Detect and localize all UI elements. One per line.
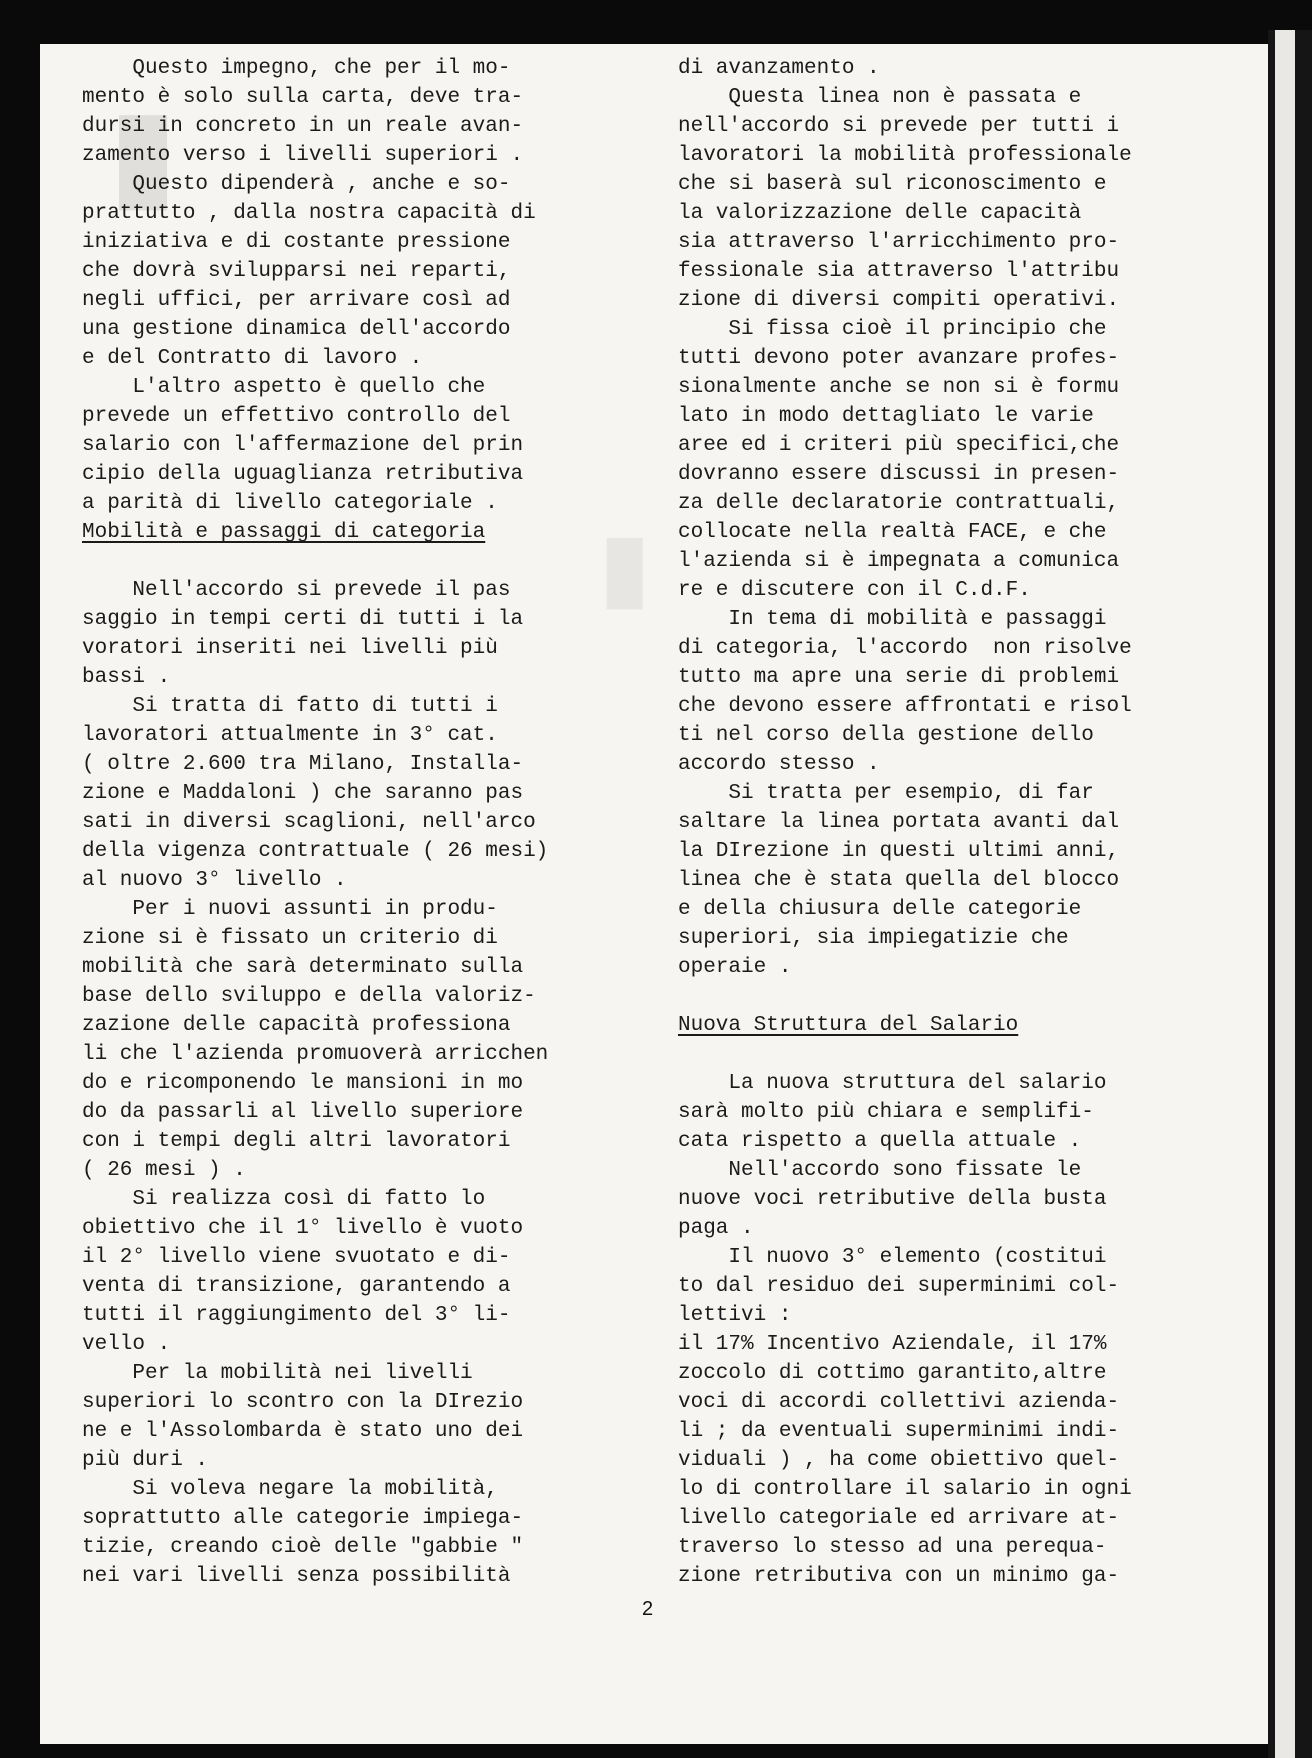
text-line: che si baserà sul riconoscimento e xyxy=(678,173,1107,196)
text-line: In tema di mobilità e passaggi xyxy=(678,608,1107,631)
text-line xyxy=(678,1040,1268,1069)
text-line: l'azienda si è impegnata a comunica xyxy=(678,550,1120,573)
text-line: il 17% Incentivo Aziendale, il 17% xyxy=(678,1333,1107,1356)
text-line: li ; da eventuali superminimi indi- xyxy=(678,1420,1120,1443)
text-line: mobilità che sarà determinato sulla xyxy=(82,956,524,979)
text-line: tizie, creando cioè delle "gabbie " xyxy=(82,1536,524,1559)
text-line: Questa linea non è passata e xyxy=(678,86,1082,109)
text-line: zione di diversi compiti operativi. xyxy=(678,289,1120,312)
text-line: della vigenza contrattuale ( 26 mesi) xyxy=(82,840,549,863)
text-line: venta di transizione, garantendo a xyxy=(82,1275,511,1298)
text-line: la DIrezione in questi ultimi anni, xyxy=(678,840,1120,863)
text-line: lato in modo dettagliato le varie xyxy=(678,405,1094,428)
text-line: ( oltre 2.600 tra Milano, Installa- xyxy=(82,753,524,776)
text-line: to dal residuo dei superminimi col- xyxy=(678,1275,1120,1298)
text-line xyxy=(678,982,1268,1011)
text-line: al nuovo 3° livello . xyxy=(82,869,347,892)
text-line: e della chiusura delle categorie xyxy=(678,898,1082,921)
text-line: sati in diversi scaglioni, nell'arco xyxy=(82,811,536,834)
text-line: che dovrà svilupparsi nei reparti, xyxy=(82,260,511,283)
section-heading: Nuova Struttura del Salario xyxy=(678,1014,1019,1037)
text-line: di categoria, l'accordo non risolve xyxy=(678,637,1132,660)
text-line: tutti devono poter avanzare profes- xyxy=(678,347,1120,370)
text-line: Per i nuovi assunti in produ- xyxy=(82,898,498,921)
text-line: linea che è stata quella del blocco xyxy=(678,869,1120,892)
text-line: La nuova struttura del salario xyxy=(678,1072,1107,1095)
text-line: Si realizza così di fatto lo xyxy=(82,1188,486,1211)
text-line: Si fissa cioè il principio che xyxy=(678,318,1107,341)
text-line: voratori inseriti nei livelli più xyxy=(82,637,498,660)
text-line: zazione delle capacità professiona xyxy=(82,1014,511,1037)
text-line: negli uffici, per arrivare così ad xyxy=(82,289,511,312)
text-line: più duri . xyxy=(82,1449,209,1472)
text-line: lettivi : xyxy=(678,1304,792,1327)
text-line: lavoratori attualmente in 3° cat. xyxy=(82,724,498,747)
text-line: zoccolo di cottimo garantito,altre xyxy=(678,1362,1107,1385)
text-line: nuove voci retributive della busta xyxy=(678,1188,1107,1211)
text-line: livello categoriale ed arrivare at- xyxy=(678,1507,1120,1530)
text-line: obiettivo che il 1° livello è vuoto xyxy=(82,1217,524,1240)
text-line: paga . xyxy=(678,1217,754,1240)
text-line: superiori lo scontro con la DIrezio xyxy=(82,1391,524,1414)
text-line: mento è solo sulla carta, deve tra- xyxy=(82,86,524,109)
text-line: L'altro aspetto è quello che xyxy=(82,376,486,399)
text-line: sarà molto più chiara e semplifi- xyxy=(678,1101,1094,1124)
text-line: e del Contratto di lavoro . xyxy=(82,347,423,370)
text-line: saggio in tempi certi di tutti i la xyxy=(82,608,524,631)
text-line: aree ed i criteri più specifici,che xyxy=(678,434,1120,457)
page-number: 2 xyxy=(642,1598,654,1620)
bleed-through-artifact: ▮ xyxy=(600,517,650,617)
text-line: nei vari livelli senza possibilità xyxy=(82,1565,511,1588)
text-line: zione retributiva con un minimo ga- xyxy=(678,1565,1120,1588)
text-line: viduali ) , ha come obiettivo quel- xyxy=(678,1449,1120,1472)
text-line: la valorizzazione delle capacità xyxy=(678,202,1082,225)
text-line: operaie . xyxy=(678,956,792,979)
bleed-through-artifact: ▮ xyxy=(110,86,177,220)
text-line: salario con l'affermazione del prin xyxy=(82,434,524,457)
text-line: cata rispetto a quella attuale . xyxy=(678,1130,1082,1153)
text-line: tutti il raggiungimento del 3° li- xyxy=(82,1304,511,1327)
right-text-column xyxy=(678,54,1268,1591)
text-line: tutto ma apre una serie di problemi xyxy=(678,666,1120,689)
text-line: che devono essere affrontati e risol xyxy=(678,695,1132,718)
text-line: con i tempi degli altri lavoratori xyxy=(82,1130,511,1153)
text-line: soprattutto alle categorie impiega- xyxy=(82,1507,524,1530)
text-line: di avanzamento . xyxy=(678,57,880,80)
text-line: Si tratta per esempio, di far xyxy=(678,782,1094,805)
text-line: traverso lo stesso ad una perequa- xyxy=(678,1536,1107,1559)
text-line: zione e Maddaloni ) che saranno pas xyxy=(82,782,524,805)
text-line: lo di controllare il salario in ogni xyxy=(678,1478,1132,1501)
text-line: cipio della uguaglianza retributiva xyxy=(82,463,524,486)
text-line: zamento verso i livelli superiori . xyxy=(82,144,524,167)
text-line: a parità di livello categoriale . xyxy=(82,492,498,515)
text-line: prattutto , dalla nostra capacità di xyxy=(82,202,536,225)
text-line: una gestione dinamica dell'accordo xyxy=(82,318,511,341)
text-line: do da passarli al livello superiore xyxy=(82,1101,524,1124)
text-line: ti nel corso della gestione dello xyxy=(678,724,1094,747)
text-line: bassi . xyxy=(82,666,171,689)
text-line: sionalmente anche se non si è formu xyxy=(678,376,1120,399)
text-line: base dello sviluppo e della valoriz- xyxy=(82,985,536,1008)
text-line: re e discutere con il C.d.F. xyxy=(678,579,1031,602)
text-line: ( 26 mesi ) . xyxy=(82,1159,246,1182)
text-line: il 2° livello viene svuotato e di- xyxy=(82,1246,511,1269)
text-line: ne e l'Assolombarda è stato uno dei xyxy=(82,1420,524,1443)
text-line: collocate nella realtà FACE, e che xyxy=(678,521,1107,544)
text-line: Per la mobilità nei livelli xyxy=(82,1362,473,1385)
text-line: Questo impegno, che per il mo- xyxy=(82,57,511,80)
text-line: nell'accordo si prevede per tutti i xyxy=(678,115,1120,138)
left-text-column xyxy=(82,54,662,1591)
next-page-edge xyxy=(1275,30,1295,1758)
text-line: dursi in concreto in un reale avan- xyxy=(82,115,524,138)
text-line: superiori, sia impiegatizie che xyxy=(678,927,1069,950)
text-line: accordo stesso . xyxy=(678,753,880,776)
text-line: saltare la linea portata avanti dal xyxy=(678,811,1120,834)
text-line: fessionale sia attraverso l'attribu xyxy=(678,260,1120,283)
text-line xyxy=(82,547,662,576)
text-line: dovranno essere discussi in presen- xyxy=(678,463,1120,486)
text-line: Si tratta di fatto di tutti i xyxy=(82,695,498,718)
section-heading: Mobilità e passaggi di categoria xyxy=(82,521,486,544)
text-line: vello . xyxy=(82,1333,171,1356)
text-line: li che l'azienda promuoverà arricchen xyxy=(82,1043,549,1066)
text-line: sia attraverso l'arricchimento pro- xyxy=(678,231,1120,254)
text-line: lavoratori la mobilità professionale xyxy=(678,144,1132,167)
text-line: Si voleva negare la mobilità, xyxy=(82,1478,498,1501)
text-line: Nell'accordo sono fissate le xyxy=(678,1159,1082,1182)
text-line: do e ricomponendo le mansioni in mo xyxy=(82,1072,524,1095)
text-line: Nell'accordo si prevede il pas xyxy=(82,579,511,602)
text-line: iniziativa e di costante pressione xyxy=(82,231,511,254)
text-line: voci di accordi collettivi azienda- xyxy=(678,1391,1120,1414)
text-line: prevede un effettivo controllo del xyxy=(82,405,511,428)
text-line: Questo dipenderà , anche e so- xyxy=(82,173,511,196)
text-line: zione si è fissato un criterio di xyxy=(82,927,498,950)
text-line: Il nuovo 3° elemento (costitui xyxy=(678,1246,1107,1269)
text-line: za delle declaratorie contrattuali, xyxy=(678,492,1120,515)
